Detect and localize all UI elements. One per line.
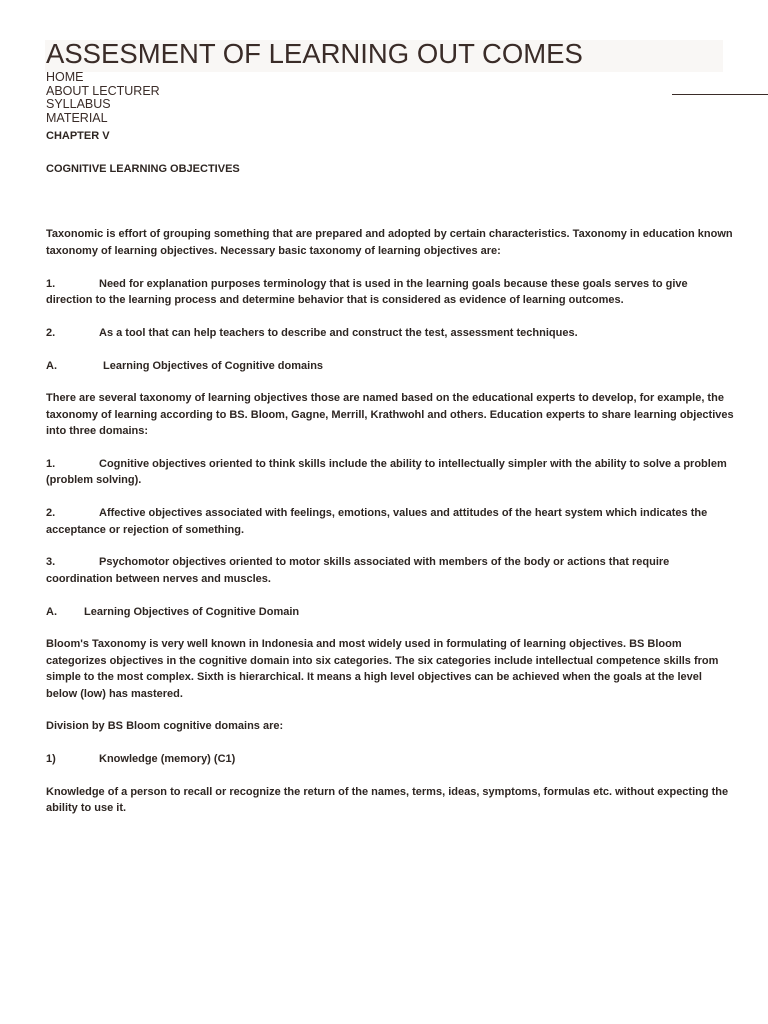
- subsection-title: Learning Objectives of Cognitive domains: [103, 359, 324, 372]
- domain-item-number: 1.: [46, 458, 56, 470]
- knowledge-item: [46, 751, 736, 767]
- nav-item-material[interactable]: MATERIAL: [46, 110, 108, 125]
- domains-intro-paragraph: There are several taxonomy of learning objectives those are named based on the educational experts to develop, for example, the taxonomy of learning according to BS. Bloom, Gagne, Merrill, Krathwohl and others. Education experts to share learning objectives into three domains:: [46, 392, 734, 438]
- basic-item: [46, 325, 736, 341]
- chapter-label: CHAPTER V: [46, 130, 110, 142]
- intro-paragraph: Taxonomic is effort of grouping something that are prepared and adopted by certain characteristics. Taxonomy in education known taxonomy of learning objectives. Necessary basic taxonomy of learning objectives are:: [46, 228, 733, 257]
- domain-item-number: 3.: [46, 556, 56, 569]
- nav-divider: [672, 94, 768, 95]
- page-title: ASSESMENT OF LEARNING OUT COMES: [46, 38, 583, 69]
- domain-item-text: Psychomotor objectives oriented to motor skills associated with members of the body or actions that require coordination between nerves and muscles.: [46, 556, 670, 585]
- domain-item: [46, 554, 736, 587]
- basic-item-number: 1.: [46, 277, 56, 290]
- subsection-heading: [46, 358, 736, 374]
- subsection-number: A.: [46, 359, 57, 372]
- subsection-heading: [46, 604, 736, 620]
- subsection-number: A.: [46, 605, 57, 618]
- domain-item: [46, 456, 736, 489]
- domain-item: [46, 505, 736, 538]
- basic-item-text: As a tool that can help teachers to describe and construct the test, assessment techniques.: [99, 326, 578, 339]
- knowledge-item-text: Knowledge (memory) (C1): [99, 753, 236, 766]
- domain-item-number: 2.: [46, 507, 56, 520]
- domain-item-text: Cognitive objectives oriented to think skills include the ability to intellectually simpler with the ability to solve a problem (problem solving).: [46, 458, 727, 487]
- basic-item-text: Need for explanation purposes terminology that is used in the learning goals because these goals serves to give direction to the learning process and determine behavior that is considered as evidence of learning outcomes.: [46, 277, 688, 306]
- basic-item: [46, 276, 736, 309]
- basic-item-number: 2.: [46, 326, 56, 339]
- knowledge-item-number: 1): [46, 753, 56, 766]
- nav-item-syllabus[interactable]: SYLLABUS: [46, 97, 111, 111]
- article-body: [46, 128, 736, 817]
- section-heading: COGNITIVE LEARNING OBJECTIVES: [46, 162, 240, 175]
- knowledge-description: Knowledge of a person to recall or recognize the return of the names, terms, ideas, symptoms, formulas etc. without expecting the ability to use it.: [46, 786, 729, 815]
- subsection-title: Learning Objectives of Cognitive Domain: [84, 605, 300, 618]
- nav-item-home[interactable]: HOME: [46, 70, 84, 84]
- bloom-paragraph: Bloom's Taxonomy is very well known in Indonesia and most widely used in formulating of learning objectives. BS Bloom categorizes objectives in the cognitive domain into six categories. The six categories include intellectual competence skills from simple to the most complex. Sixth is hierarchical. It means a high level objectives can be achieved when the goals at the level below (low) has mastered.: [46, 638, 719, 700]
- main-nav: [46, 71, 160, 125]
- division-intro: Division by BS Bloom cognitive domains are:: [46, 720, 284, 733]
- domain-item-text: Affective objectives associated with feelings, emotions, values and attitudes of the heart system which indicates the acceptance or rejection of something.: [46, 507, 708, 536]
- nav-item-about-lecturer[interactable]: ABOUT LECTURER: [46, 83, 160, 98]
